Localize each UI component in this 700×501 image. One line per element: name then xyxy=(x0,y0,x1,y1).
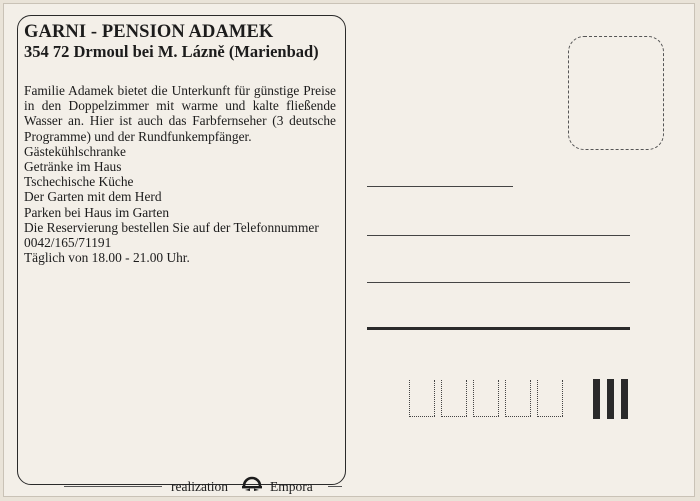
intro-paragraph: Familie Adamek bietet die Unterkunft für günstige Preise in den Doppelzimmer mit warme und kalte fließende Wasser an. Hier ist auch das Farbfernseher (3 deutsche Programme) und der Rundfunkempfänger. xyxy=(24,83,336,144)
phone-number: 0042/165/71191 xyxy=(24,235,112,251)
address-line xyxy=(367,282,630,283)
address-line xyxy=(367,186,513,187)
feature-line: Parken bei Haus im Garten xyxy=(24,204,170,220)
postcode-box xyxy=(409,380,435,417)
postcode-box xyxy=(473,380,499,417)
pension-title: GARNI - PENSION ADAMEK xyxy=(24,22,274,42)
postcode-box xyxy=(505,380,531,417)
hours-line: Täglich von 18.00 - 21.00 Uhr. xyxy=(24,250,190,266)
address-line xyxy=(367,235,630,236)
barcode-bar xyxy=(607,379,614,419)
feature-line: Getränke im Haus xyxy=(24,159,122,175)
reservation-line: Die Reservierung bestellen Sie auf der Telefonnummer xyxy=(24,219,319,235)
empora-logo-icon xyxy=(241,475,263,493)
barcode-bar xyxy=(621,379,628,419)
realization-label: realization xyxy=(171,479,228,494)
brand-name: Empora xyxy=(270,479,313,494)
postcode-box xyxy=(537,380,563,417)
feature-line: Tschechische Küche xyxy=(24,174,134,190)
pension-address: 354 72 Drmoul bei M. Lázně (Marienbad) xyxy=(24,42,319,61)
barcode-bar xyxy=(593,379,600,419)
feature-line: Der Garten mit dem Herd xyxy=(24,189,162,205)
footer-credit xyxy=(171,479,313,495)
footer-divider-right xyxy=(328,486,342,487)
postcode-box xyxy=(441,380,467,417)
stamp-placeholder-box xyxy=(568,36,664,150)
address-line-bold xyxy=(367,327,630,330)
postcard xyxy=(3,3,695,497)
footer-divider-left xyxy=(64,486,162,487)
description-text xyxy=(24,83,336,265)
feature-line: Gästekühlschranke xyxy=(24,143,126,159)
